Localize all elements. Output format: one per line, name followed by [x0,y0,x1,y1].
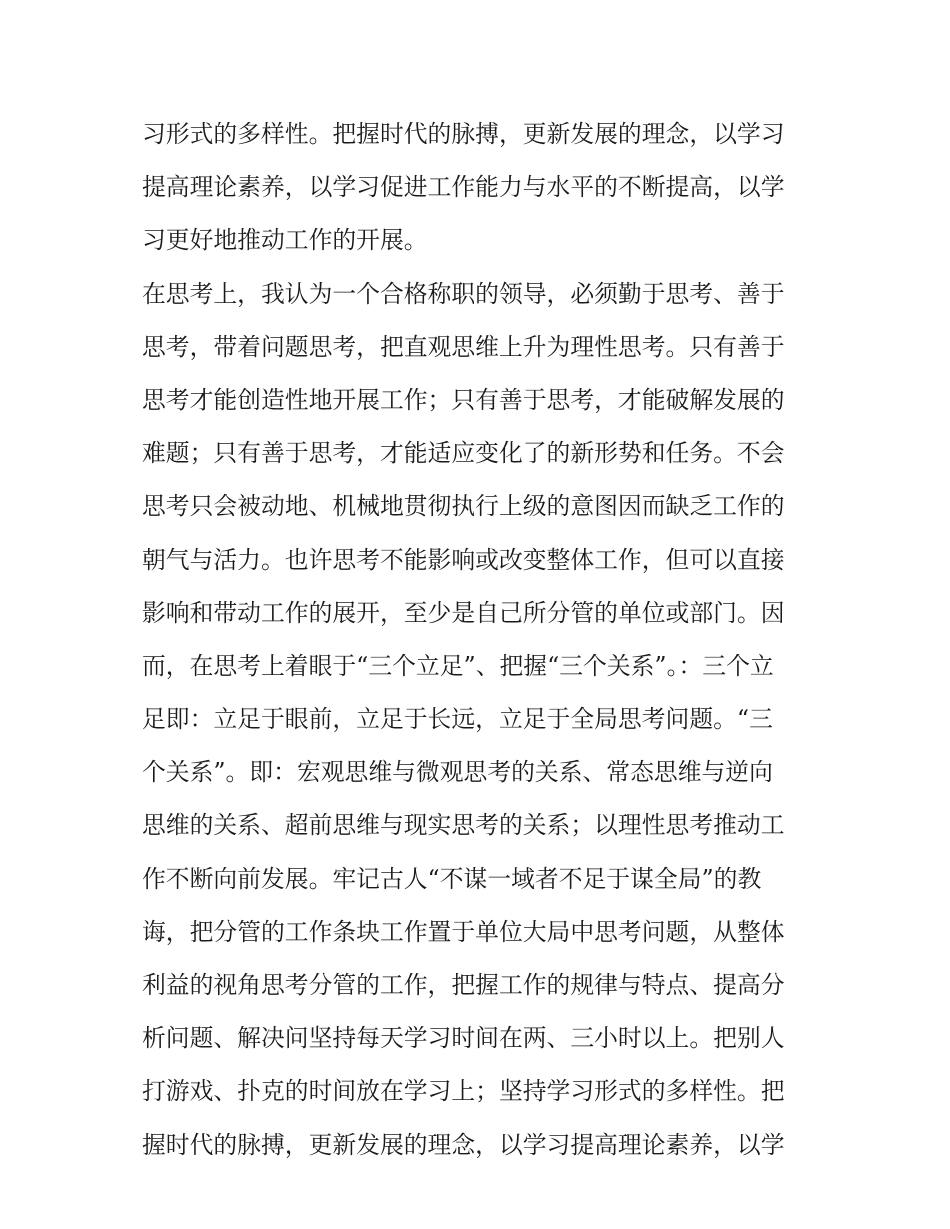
text-line: 打游戏、扑克的时间放在学习上；坚持学习形式的多样性。把 [142,1077,785,1106]
text-line: 在思考上，我认为一个合格称职的领导，必须勤于思考、善于 [142,279,785,308]
text-line: 朝气与活力。也许思考不能影响或改变整体工作，但可以直接 [142,545,785,574]
text-line: 难题；只有善于思考，才能适应变化了的新形势和任务。不会 [142,439,785,468]
text-line: 习形式的多样性。把握时代的脉搏，更新发展的理念，以学习 [142,120,785,148]
text-line: 习更好地推动工作的开展。 [142,226,428,255]
text-line: 影响和带动工作的展开，至少是自己所分管的单位或部门。因 [142,598,785,627]
text-line: 握时代的脉搏，更新发展的理念，以学习提高理论素养，以学 [142,1130,785,1159]
text-line: 思考只会被动地、机械地贯彻执行上级的意图因而缺乏工作的 [142,492,785,521]
text-line: 而，在思考上着眼于“三个立足”、把握“三个关系”。：三个立 [142,651,774,680]
text-line: 利益的视角思考分管的工作，把握工作的规律与特点、提高分 [142,971,785,999]
text-line: 思考才能创造性地开展工作；只有善于思考，才能破解发展的 [142,385,785,414]
text-line: 析问题、解决问坚持每天学习时间在两、三小时以上。把别人 [142,1024,785,1053]
text-line: 诲，把分管的工作条块工作置于单位大局中思考问题，从整体 [142,917,785,946]
body-text [142,108,822,1172]
text-line: 思考，带着问题思考，把直观思维上升为理性思考。只有善于 [142,332,785,361]
text-line: 提高理论素养，以学习促进工作能力与水平的不断提高，以学 [142,173,785,202]
text-line: 个关系”。即：宏观思维与微观思考的关系、常态思维与逆向 [142,758,773,787]
text-line: 作不断向前发展。牢记古人“不谋一域者不足于谋全局”的教 [142,864,762,893]
text-line: 思维的关系、超前思维与现实思考的关系；以理性思考推动工 [142,811,785,840]
text-line: 足即：立足于眼前，立足于长远，立足于全局思考问题。“三 [142,705,773,734]
